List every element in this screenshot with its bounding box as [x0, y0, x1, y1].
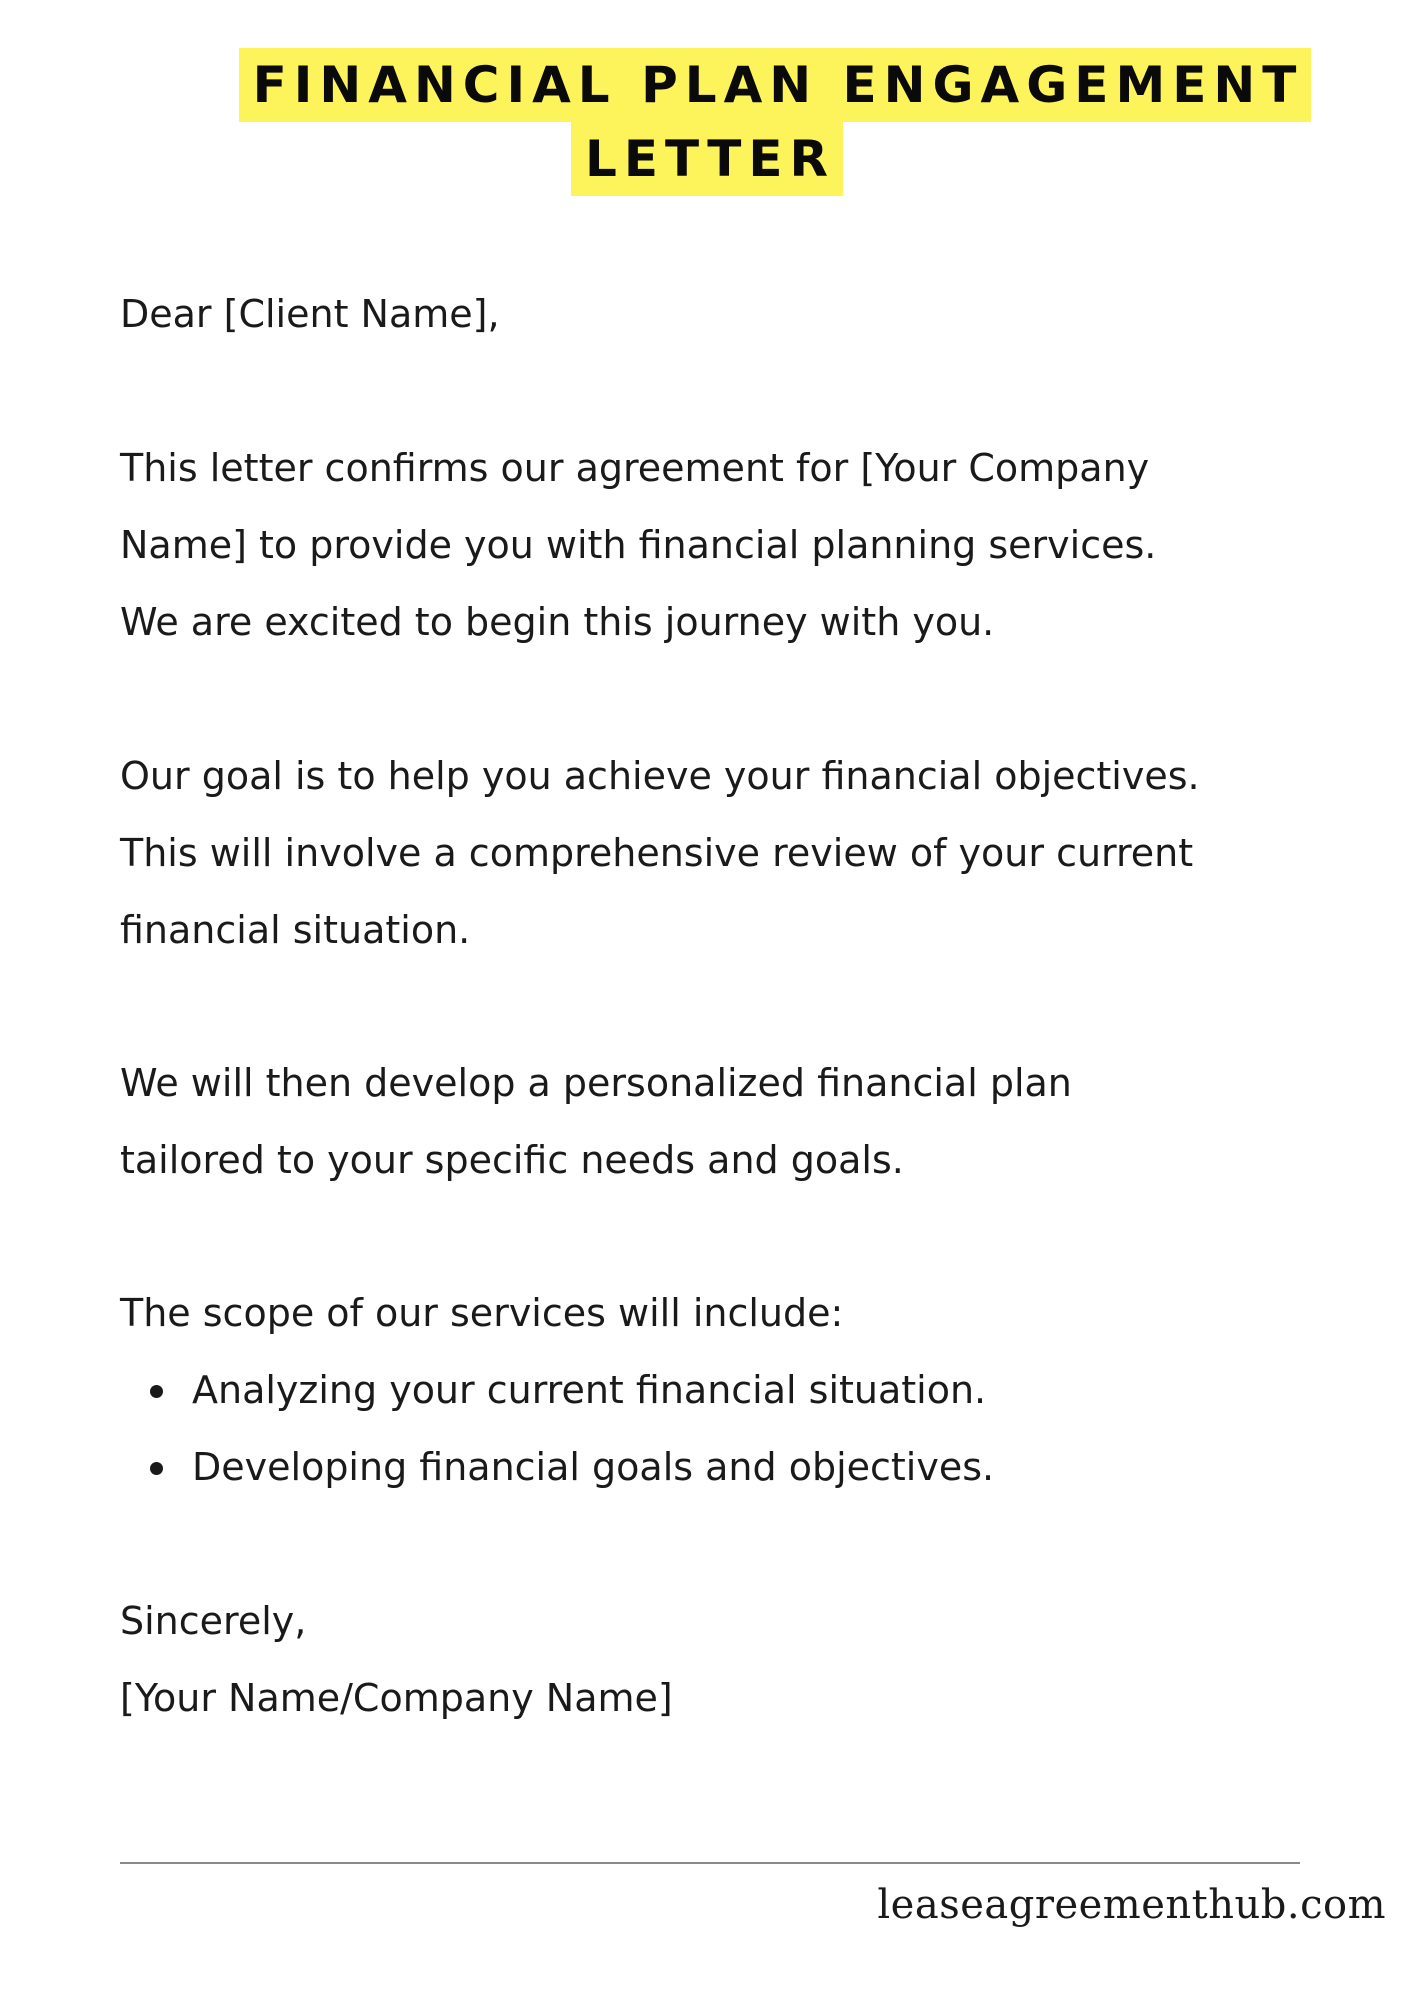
footer-website: leaseagreementhub.com — [877, 1882, 1386, 1928]
paragraph-3 — [120, 1045, 1340, 1199]
paragraph-1-line: This letter confirms our agreement for [Your Company — [120, 446, 1150, 490]
document-title — [0, 48, 1414, 196]
paragraph-2-line: This will involve a comprehensive review of your current — [120, 831, 1194, 875]
closing: Sincerely, — [120, 1599, 307, 1643]
paragraph-1 — [120, 430, 1340, 661]
paragraph-2 — [120, 738, 1340, 969]
title-line-1: FINANCIAL PLAN ENGAGEMENT — [239, 48, 1312, 122]
list-item-text: Analyzing your current financial situation. — [192, 1368, 987, 1412]
paragraph-1-line: We are excited to begin this journey with you. — [120, 600, 995, 644]
salutation: Dear [Client Name], — [120, 292, 500, 336]
scope-intro: The scope of our services will include: — [120, 1291, 844, 1335]
scope-list — [150, 1352, 994, 1506]
paragraph-2-line: financial situation. — [120, 908, 471, 952]
title-line-2: LETTER — [571, 122, 843, 196]
signature: [Your Name/Company Name] — [120, 1676, 673, 1720]
paragraph-1-line: Name] to provide you with financial planning services. — [120, 523, 1157, 567]
paragraph-3-line: tailored to your specific needs and goals. — [120, 1138, 904, 1182]
footer-divider — [120, 1862, 1300, 1864]
list-item — [150, 1429, 994, 1506]
list-item-text: Developing financial goals and objectives. — [192, 1445, 995, 1489]
bullet-icon — [150, 1385, 163, 1398]
paragraph-2-line: Our goal is to help you achieve your financial objectives. — [120, 754, 1200, 798]
list-item — [150, 1352, 994, 1429]
paragraph-3-line: We will then develop a personalized financial plan — [120, 1061, 1072, 1105]
bullet-icon — [150, 1462, 163, 1475]
